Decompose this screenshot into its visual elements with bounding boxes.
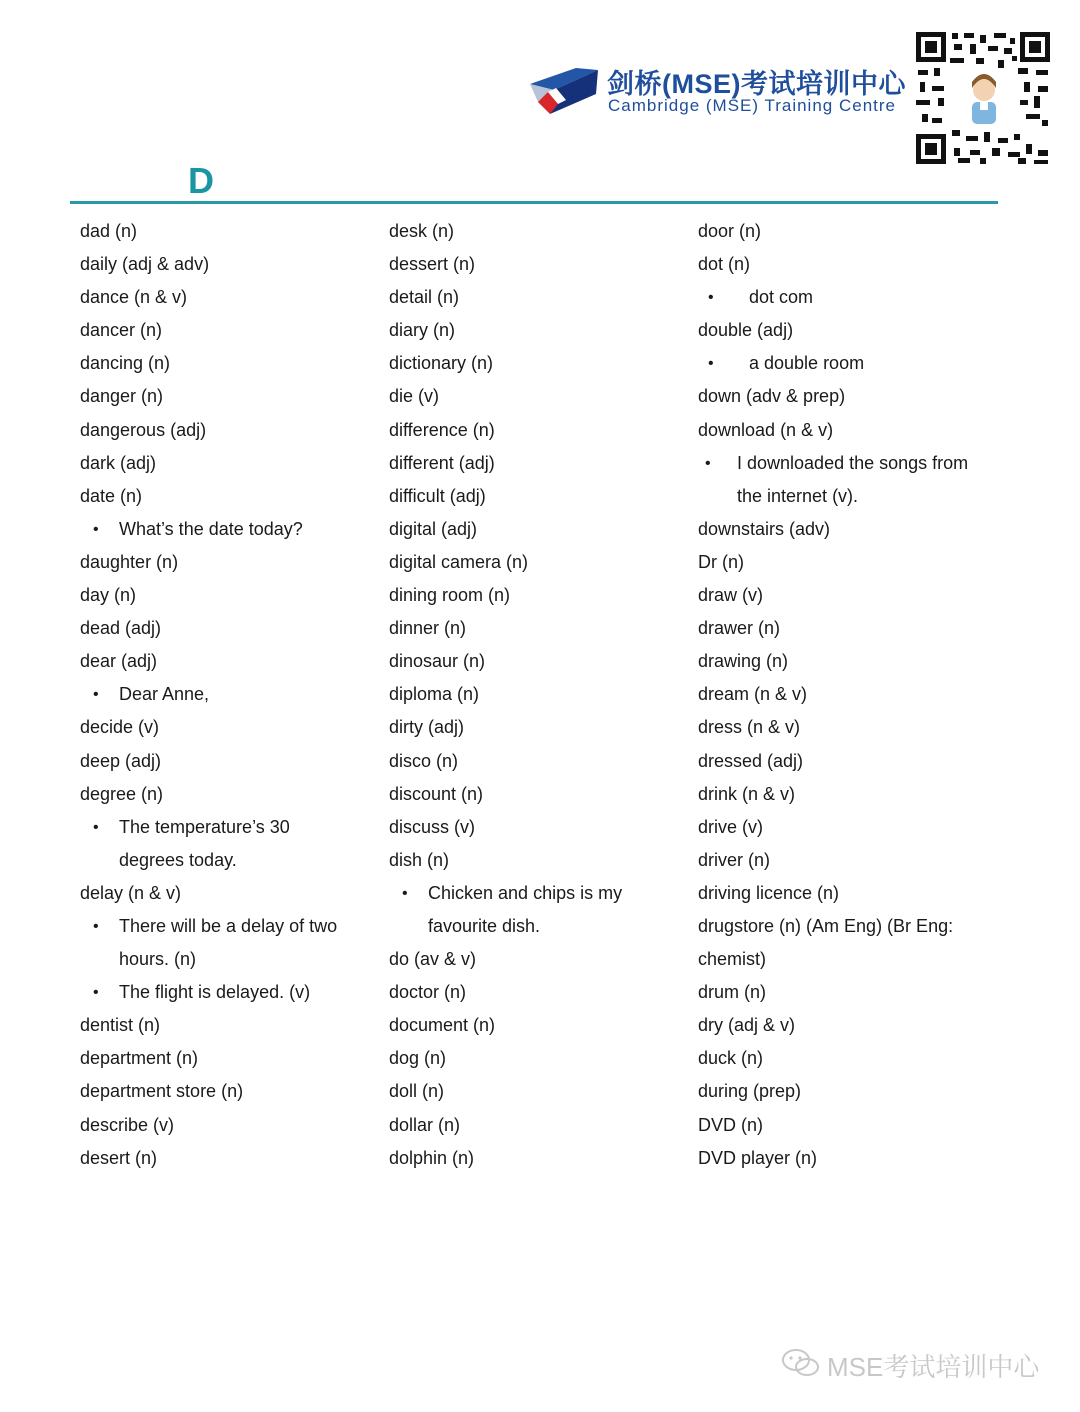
entry-text: desk (n) [389,221,455,241]
entry-text: a double room [749,353,865,374]
entry-text: door (n) [698,221,762,241]
entry-text: degree (n) [80,783,164,804]
section-divider [70,201,998,204]
entry-text: The flight is delayed. (v) [119,982,311,1003]
entry-text: dirty (adj) [389,717,465,738]
entry-text: daily (adj & adv) [80,254,210,275]
example-sentence [80,513,380,546]
word-entry [698,811,998,844]
entry-text: disco (n) [389,750,459,771]
entry-text: What’s the date today? [119,518,303,539]
word-entry [389,612,689,645]
entry-text: dot com [749,287,814,308]
entry-text: dance (n & v) [80,287,188,308]
entry-text: dream (n & v) [698,684,808,705]
entry-text: dinosaur (n) [389,651,486,672]
word-entry [80,745,380,778]
word-entry [389,1009,689,1042]
entry-text: DVD (n) [698,1114,764,1135]
entry-text: driving licence (n) [698,882,840,903]
example-sentence [698,347,998,380]
word-entry [389,380,689,413]
entry-text: doctor (n) [389,982,467,1003]
entry-text: dancing (n) [80,353,171,374]
word-entry [80,215,380,248]
word-entry [389,711,689,744]
word-entry [389,447,689,480]
entry-text: dark (adj) [80,452,157,473]
entry-text: diploma (n) [389,684,480,705]
entry-text: downstairs (adv) [698,518,831,539]
word-column-2 [389,215,689,1175]
entry-text: dolphin (n) [389,1147,475,1168]
example-sentence [80,844,380,877]
word-entry [389,1042,689,1075]
word-entry [698,1009,998,1042]
entry-text: drink (n & v) [698,783,796,804]
entry-text: different (adj) [389,452,495,473]
example-sentence [389,877,689,910]
bullet-icon: • [402,884,408,902]
word-entry [389,414,689,447]
entry-text: digital (adj) [389,518,478,539]
entry-text: drawer (n) [698,618,781,639]
entry-text: driver (n) [698,849,771,870]
word-column-1 [80,215,380,1175]
word-column-3 [698,215,998,1175]
entry-text: department (n) [80,1048,199,1069]
word-entry [80,314,380,347]
word-entry [80,1075,380,1108]
word-entry [80,380,380,413]
entry-text: daughter (n) [80,551,179,572]
entry-text: dollar (n) [389,1114,461,1135]
entry-text: do (av & v) [389,949,477,970]
word-entry [389,976,689,1009]
entry-text: describe (v) [80,1114,175,1135]
entry-text: Dr (n) [698,551,744,572]
entry-text: download (n & v) [698,419,834,440]
word-entry [389,546,689,579]
word-entry [80,281,380,314]
entry-text: dining room (n) [389,585,511,606]
word-entry [698,844,998,877]
entry-text: dress (n & v) [698,717,801,738]
word-entry [80,579,380,612]
word-entry [389,314,689,347]
word-entry [80,1042,380,1075]
example-sentence [389,910,689,943]
word-entry [80,778,380,811]
entry-text: discount (n) [389,783,484,804]
example-sentence [80,678,380,711]
word-entry [80,248,380,281]
word-entry [80,347,380,380]
bullet-icon: • [93,917,99,935]
word-entry [698,976,998,1009]
entry-text: deep (adj) [80,750,162,771]
word-entry [389,579,689,612]
entry-text: decide (v) [80,717,160,738]
entry-text: date (n) [80,485,143,506]
word-entry [80,1142,380,1175]
entry-text: I downloaded the songs from [737,452,969,473]
word-entry [698,380,998,413]
word-entry [80,645,380,678]
entry-text: chemist) [698,949,767,970]
bullet-icon: • [93,520,99,538]
word-entry [698,314,998,347]
word-entry [389,678,689,711]
word-entry [389,480,689,513]
entry-text: dangerous (adj) [80,419,207,440]
entry-text: dessert (n) [389,254,476,275]
entry-text: department store (n) [80,1081,244,1102]
entry-text: draw (v) [698,585,764,606]
entry-text: danger (n) [80,386,164,407]
entry-text: die (v) [389,386,440,407]
entry-text: difference (n) [389,419,495,440]
example-sentence [80,943,380,976]
example-sentence [698,480,998,513]
word-entry [698,513,998,546]
entry-text: dot (n) [698,254,751,275]
bullet-icon: • [708,289,714,307]
qr-code-icon [914,30,1052,166]
word-entry [389,811,689,844]
word-entry [389,778,689,811]
word-entry [698,943,998,976]
cambridge-logo-icon [528,62,602,114]
entry-text: hours. (n) [119,949,197,970]
word-entry [698,778,998,811]
entry-text: digital camera (n) [389,551,529,572]
entry-text: degrees today. [119,849,237,870]
entry-text: dish (n) [389,849,450,870]
word-entry [80,1109,380,1142]
word-entry [389,347,689,380]
word-entry [698,745,998,778]
entry-text: the internet (v). [737,485,859,506]
word-entry [698,248,998,281]
example-sentence [80,811,380,844]
word-entry [80,546,380,579]
bullet-icon: • [708,355,714,373]
word-entry [389,844,689,877]
word-entry [698,579,998,612]
word-entry [389,745,689,778]
word-entry [389,248,689,281]
word-entry [389,281,689,314]
word-entry [389,215,689,248]
word-entry [389,1109,689,1142]
word-entry [698,1142,998,1175]
word-entry [698,1042,998,1075]
entry-text: discuss (v) [389,816,476,837]
bullet-icon: • [93,818,99,836]
entry-text: dear (adj) [80,651,158,672]
word-entry [80,414,380,447]
entry-text: dictionary (n) [389,353,494,374]
entry-text: dentist (n) [80,1015,161,1036]
word-entry [698,910,998,943]
entry-text: detail (n) [389,287,460,308]
page-header [0,0,1080,170]
entry-text: down (adv & prep) [698,386,846,407]
word-entry [389,1142,689,1175]
word-entry [80,447,380,480]
word-entry [389,513,689,546]
entry-text: delay (n & v) [80,882,182,903]
entry-text: drugstore (n) (Am Eng) (Br Eng: [698,915,954,936]
word-entry [80,1009,380,1042]
word-entry [389,943,689,976]
bullet-icon: • [93,984,99,1002]
example-sentence [80,976,380,1009]
entry-text: double (adj) [698,320,794,341]
entry-text: The temperature’s 30 [119,816,290,837]
word-entry [389,645,689,678]
word-entry [698,678,998,711]
entry-text: favourite dish. [428,915,541,936]
entry-text: dressed (adj) [698,750,804,771]
entry-text: dead (adj) [80,618,162,639]
watermark-text: MSE考试培训中心 [827,1352,1040,1382]
section-letter: D [188,160,214,201]
word-entry [698,612,998,645]
word-entry [80,711,380,744]
word-entry [698,711,998,744]
word-entry [698,215,998,248]
entry-text: diary (n) [389,320,456,341]
word-entry [698,877,998,910]
entry-text: drum (n) [698,982,767,1003]
entry-text: document (n) [389,1015,496,1036]
entry-text: duck (n) [698,1048,764,1069]
entry-text: There will be a delay of two [119,915,338,936]
wechat-icon [781,1347,821,1379]
brand-name-en: Cambridge (MSE) Training Centre [608,96,896,115]
word-entry [389,1075,689,1108]
word-entry [698,546,998,579]
entry-text: doll (n) [389,1081,445,1102]
example-sentence [698,281,998,314]
word-entry [698,414,998,447]
entry-text: drawing (n) [698,651,789,672]
word-entry [698,645,998,678]
example-sentence [80,910,380,943]
entry-text: dry (adj & v) [698,1015,796,1036]
word-entry [698,1075,998,1108]
entry-text: Chicken and chips is my [428,882,623,903]
entry-text: dancer (n) [80,320,163,341]
entry-text: dad (n) [80,221,138,241]
word-entry [80,877,380,910]
entry-text: drive (v) [698,816,764,837]
entry-text: desert (n) [80,1147,158,1168]
bullet-icon: • [705,454,711,472]
entry-text: difficult (adj) [389,485,486,506]
entry-text: during (prep) [698,1081,802,1102]
entry-text: dog (n) [389,1048,447,1069]
entry-text: Dear Anne, [119,684,210,705]
entry-text: day (n) [80,585,137,606]
entry-text: dinner (n) [389,618,467,639]
word-entry [80,612,380,645]
brand-name-cn: 剑桥(MSE)考试培训中心 [607,69,906,99]
entry-text: DVD player (n) [698,1147,818,1168]
word-entry [80,480,380,513]
example-sentence [698,447,998,480]
bullet-icon: • [93,686,99,704]
word-entry [698,1109,998,1142]
